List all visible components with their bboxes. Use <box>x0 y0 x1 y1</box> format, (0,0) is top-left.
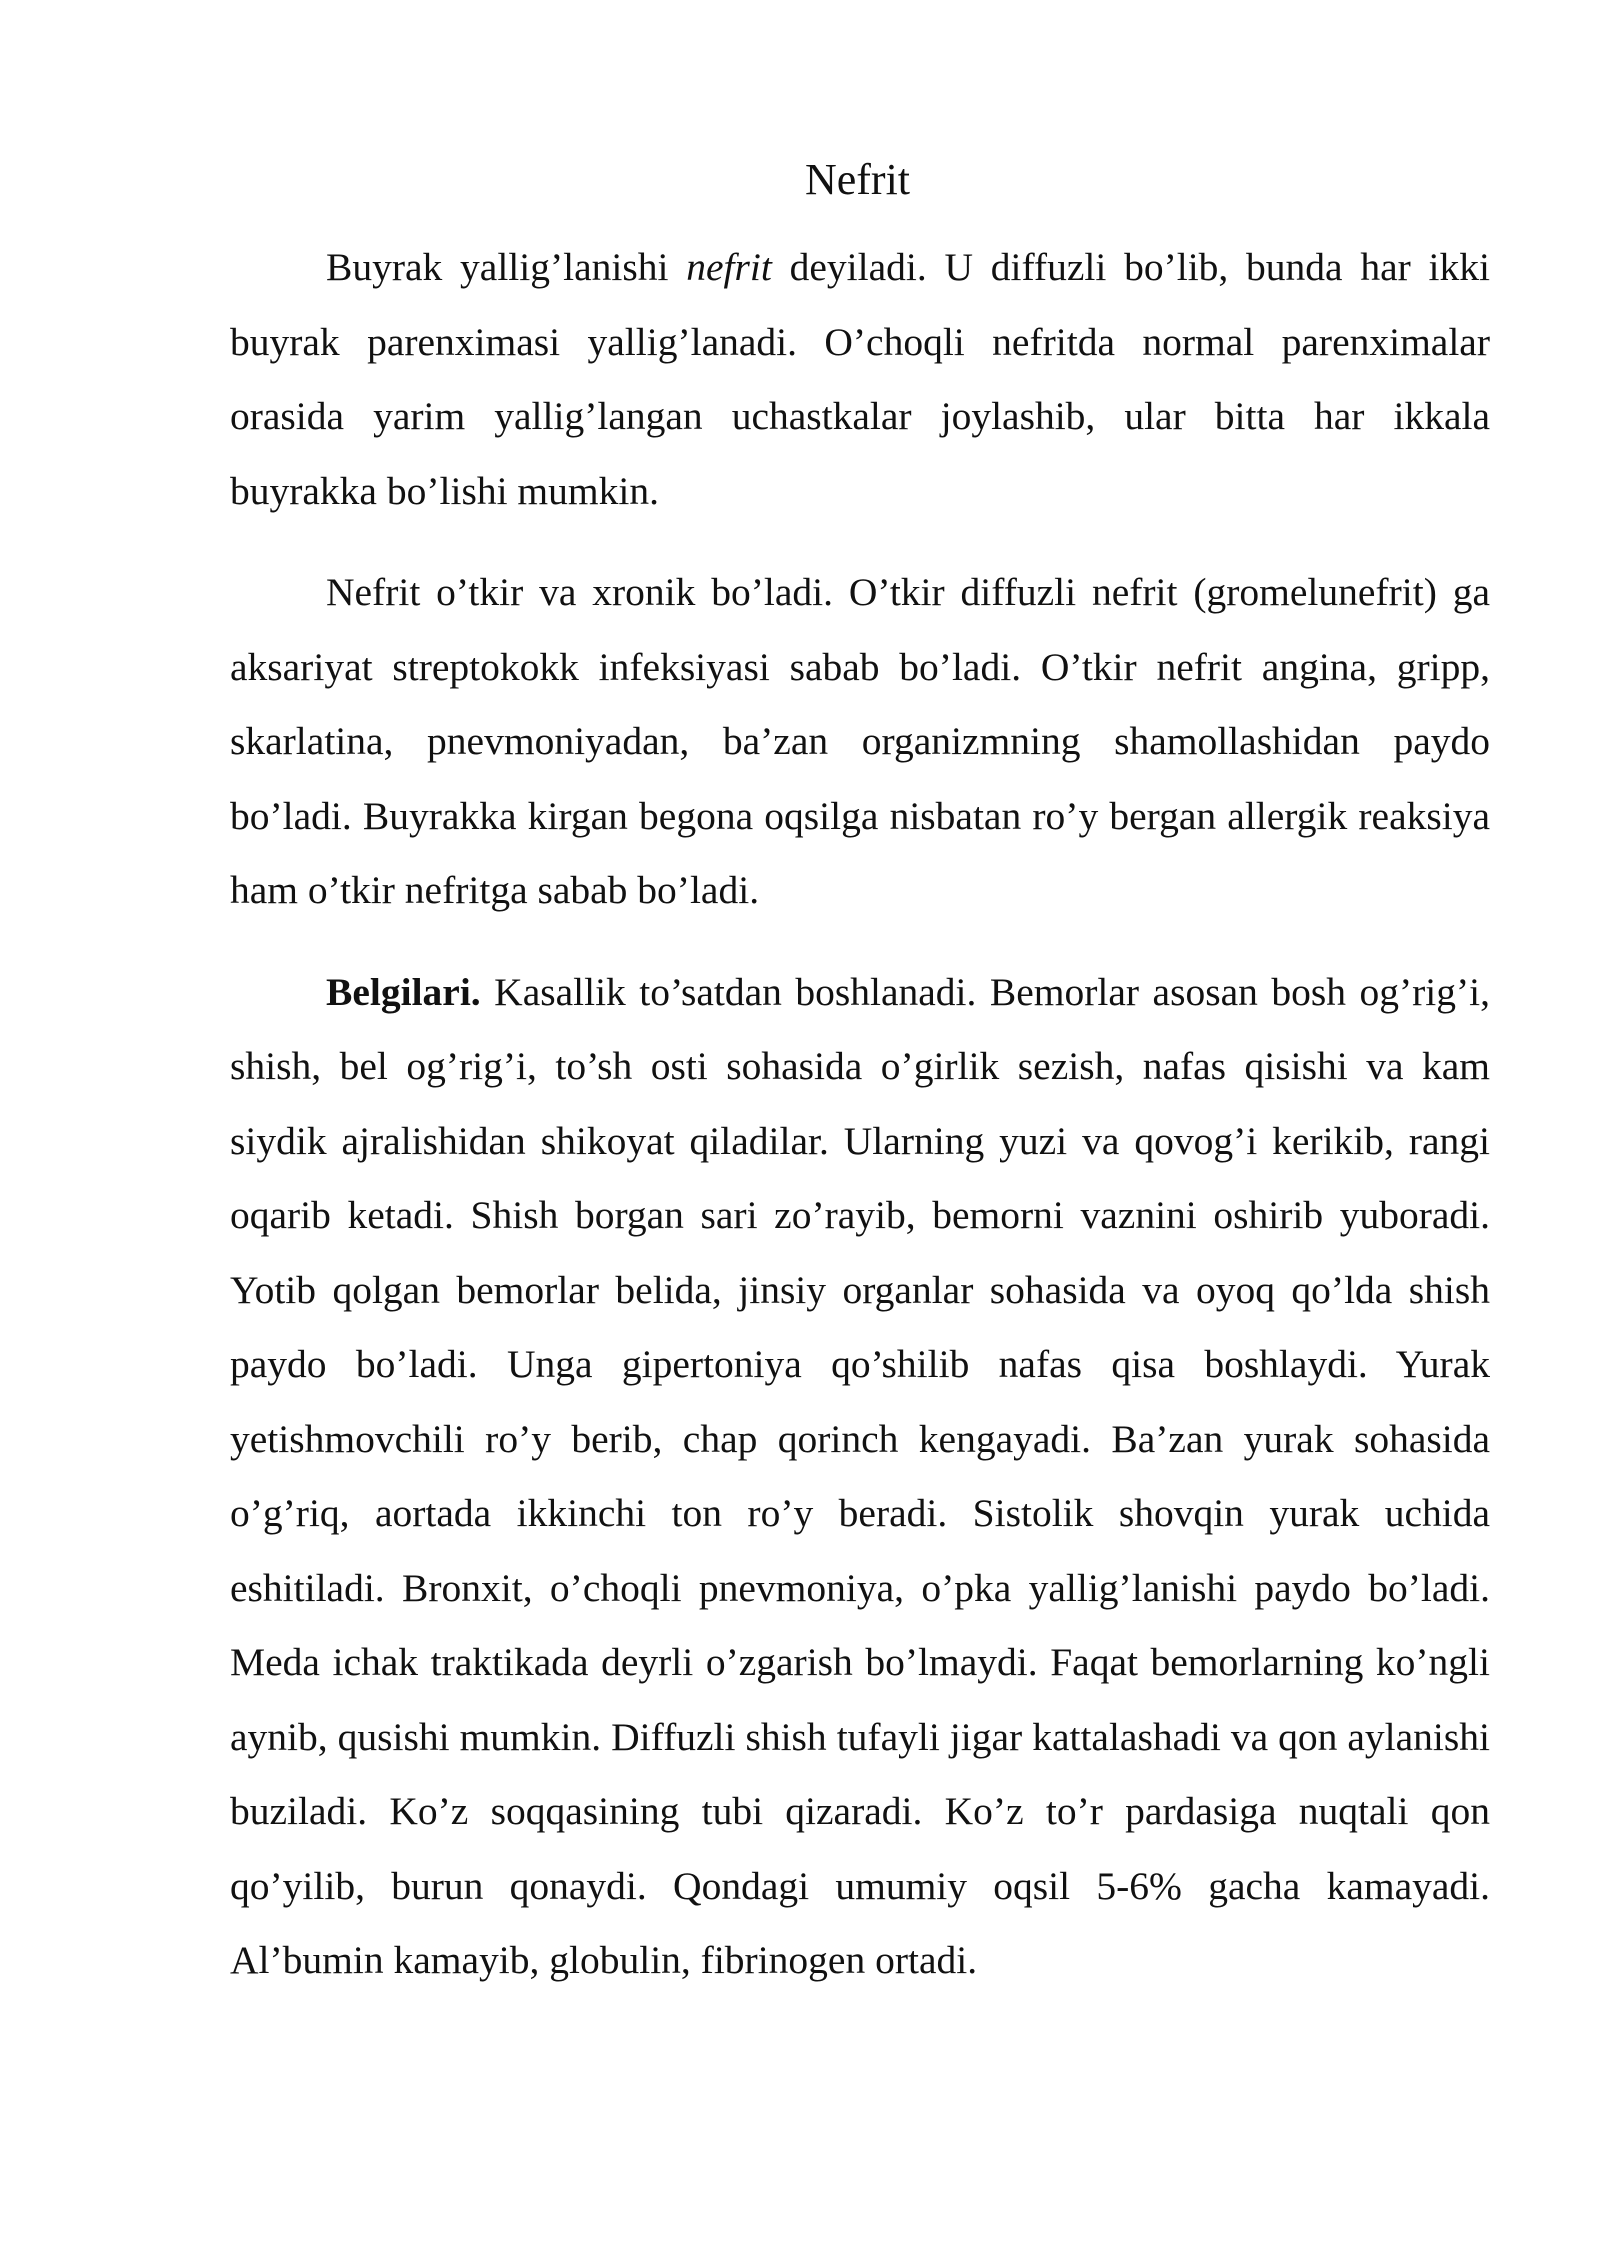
document-body <box>230 230 1490 1998</box>
symptoms-heading: Belgilari. <box>326 969 481 1014</box>
paragraph-definition <box>230 230 1490 528</box>
paragraph-definition-text-start: Buyrak yallig’lanishi <box>326 245 687 289</box>
paragraph-types-causes: Nefrit o’tkir va xronik bo’ladi. O’tkir diffuzli nefrit (gromelunefrit) ga aksariyat streptokokk infeksiyasi sabab bo’ladi. O’tkir nefrit angina, gripp, skarlatina, pnevmoniyadan, ba’zan organizmning shamollashidan paydo bo’ladi. Buyrakka kirgan begona oqsilga nisbatan ro’y bergan allergik reaksiya ham o’tkir nefritga sabab bo’ladi. <box>230 570 1490 912</box>
term-nefrit: nefrit <box>686 245 772 289</box>
document-title: Nefrit <box>804 155 911 204</box>
symptoms-text: Kasallik to’satdan boshlanadi. Bemorlar asosan bosh og’rig’i, shish, bel og’rig’i, to’sh osti sohasida o’girlik sezish, nafas qisishi va kam siydik ajralishidan shikoyat qiladilar. Ularning yuzi va qovog’i kerikib, rangi oqarib ketadi. Shish borgan sari zo’rayib, bemorni vaznini oshirib yuboradi. Yotib qolgan bemorlar belida, jinsiy organlar sohasida va oyoq qo’lda shish paydo bo’ladi. Unga gipertoniya qo’shilib nafas qisa boshlaydi. Yurak yetishmovchili ro’y berib, chap qorinch kengayadi. Ba’zan yurak sohasida o’g’riq, aortada ikkinchi ton ro’y beradi. Sistolik shovqin yurak uchida eshitiladi. Bronxit, o’choqli pnevmoniya, o’pka yallig’lanishi paydo bo’ladi. Meda ichak traktikada deyrli o’zgarish bo’lmaydi. Faqat bemorlarning ko’ngli aynib, qusishi mumkin. Diffuzli shish tufayli jigar kattalashadi va qon aylanishi buziladi. Ko’z soqqasining tubi qizaradi. Ko’z to’r pardasiga nuqtali qon qo’yilib, burun qonaydi. Qondagi umumiy oqsil 5-6% gacha kamayadi. Al’bumin kamayib, globulin, fibrinogen ortadi. <box>230 969 1490 1982</box>
paragraph-definition-text-end: deyiladi. U diffuzli bo’lib, bunda har ikki buyrak parenximasi yallig’lanadi. O’choqli nefritda normal parenximalar orasida yarim yallig’langan uchastkalar joylashib, ular bitta har ikkala buyrakka bo’lishi mumkin. <box>230 245 1490 513</box>
paragraph-symptoms <box>230 955 1490 1998</box>
